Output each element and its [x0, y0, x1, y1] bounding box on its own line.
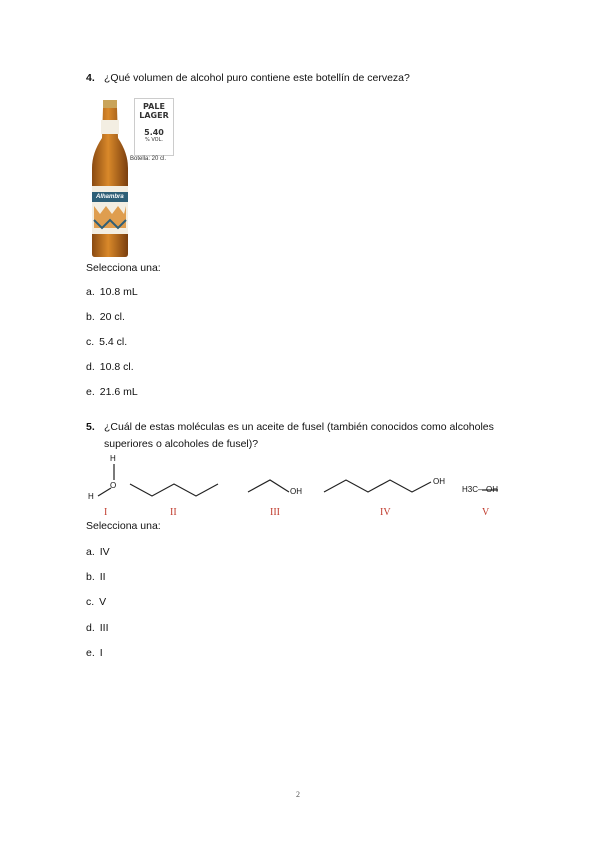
option-letter: c. — [86, 336, 95, 348]
q5-option-c[interactable] — [86, 596, 106, 608]
option-letter: e. — [86, 647, 95, 659]
question-4-select-prompt: Selecciona una: — [86, 262, 161, 274]
molecule-IV — [324, 480, 431, 492]
option-letter: a. — [86, 546, 95, 558]
question-4-number: 4. — [86, 72, 95, 84]
question-5-select-prompt: Selecciona una: — [86, 520, 161, 532]
beer-bottle-image — [88, 98, 132, 258]
option-letter: b. — [86, 311, 95, 323]
option-text: 10.8 cl. — [99, 361, 134, 373]
molecule-I-atom-H-left: H — [88, 492, 94, 501]
q4-option-d[interactable] — [86, 361, 134, 373]
option-letter: c. — [86, 596, 95, 608]
option-letter: d. — [86, 361, 95, 373]
q4-option-e[interactable] — [86, 386, 138, 398]
option-text: 21.6 mL — [99, 386, 138, 398]
q5-option-b[interactable] — [86, 571, 106, 583]
molecule-III-oh: OH — [290, 487, 302, 496]
molecule-label-V: V — [482, 507, 490, 518]
molecule-label-III: III — [270, 507, 280, 518]
option-text: II — [99, 571, 106, 583]
option-text: III — [99, 622, 109, 634]
option-letter: d. — [86, 622, 95, 634]
molecule-I — [98, 464, 117, 496]
page-number: 2 — [296, 790, 300, 799]
q4-option-b[interactable] — [86, 311, 125, 323]
q5-option-e[interactable] — [86, 647, 103, 659]
molecules-figure — [84, 452, 524, 508]
molecule-I-atom-H-top: H — [110, 454, 116, 463]
molecule-label-I: I — [104, 507, 108, 518]
molecule-I-atom-O: O — [110, 481, 117, 490]
option-text: 10.8 mL — [99, 286, 138, 298]
label-abv: 5.40 — [144, 128, 164, 137]
molecule-II — [130, 484, 218, 496]
question-4-text: ¿Qué volumen de alcohol puro contiene este botellín de cerveza? — [104, 72, 410, 84]
bottle-size-caption: Botella: 20 cl. — [130, 156, 167, 162]
molecule-III — [248, 480, 289, 492]
bottle-brand: Alhambra — [96, 194, 124, 200]
beer-label-box — [134, 98, 174, 156]
label-line2: LAGER — [139, 111, 169, 120]
question-5-text-line2: superiores o alcoholes de fusel)? — [104, 438, 259, 450]
option-letter: e. — [86, 386, 95, 398]
label-abv-unit: % VOL. — [145, 137, 163, 143]
option-text: IV — [99, 546, 110, 558]
option-text: 20 cl. — [99, 311, 125, 323]
question-5-number: 5. — [86, 421, 95, 433]
option-letter: b. — [86, 571, 95, 583]
option-text: 5.4 cl. — [99, 336, 128, 348]
molecule-label-II: II — [170, 507, 177, 518]
option-text: I — [99, 647, 103, 659]
q5-option-a[interactable] — [86, 546, 110, 558]
q4-option-a[interactable] — [86, 286, 138, 298]
label-line1: PALE — [143, 102, 165, 111]
question-5-text-line1: ¿Cuál de estas moléculas es un aceite de fusel (también conocidos como alcoholes — [104, 421, 494, 433]
option-text: V — [99, 596, 107, 608]
q5-option-d[interactable] — [86, 622, 109, 634]
q4-option-c[interactable] — [86, 336, 127, 348]
molecule-label-IV: IV — [380, 507, 391, 518]
molecule-IV-oh: OH — [433, 477, 445, 486]
option-letter: a. — [86, 286, 95, 298]
molecule-V-formula: H3C—OH — [462, 485, 499, 494]
